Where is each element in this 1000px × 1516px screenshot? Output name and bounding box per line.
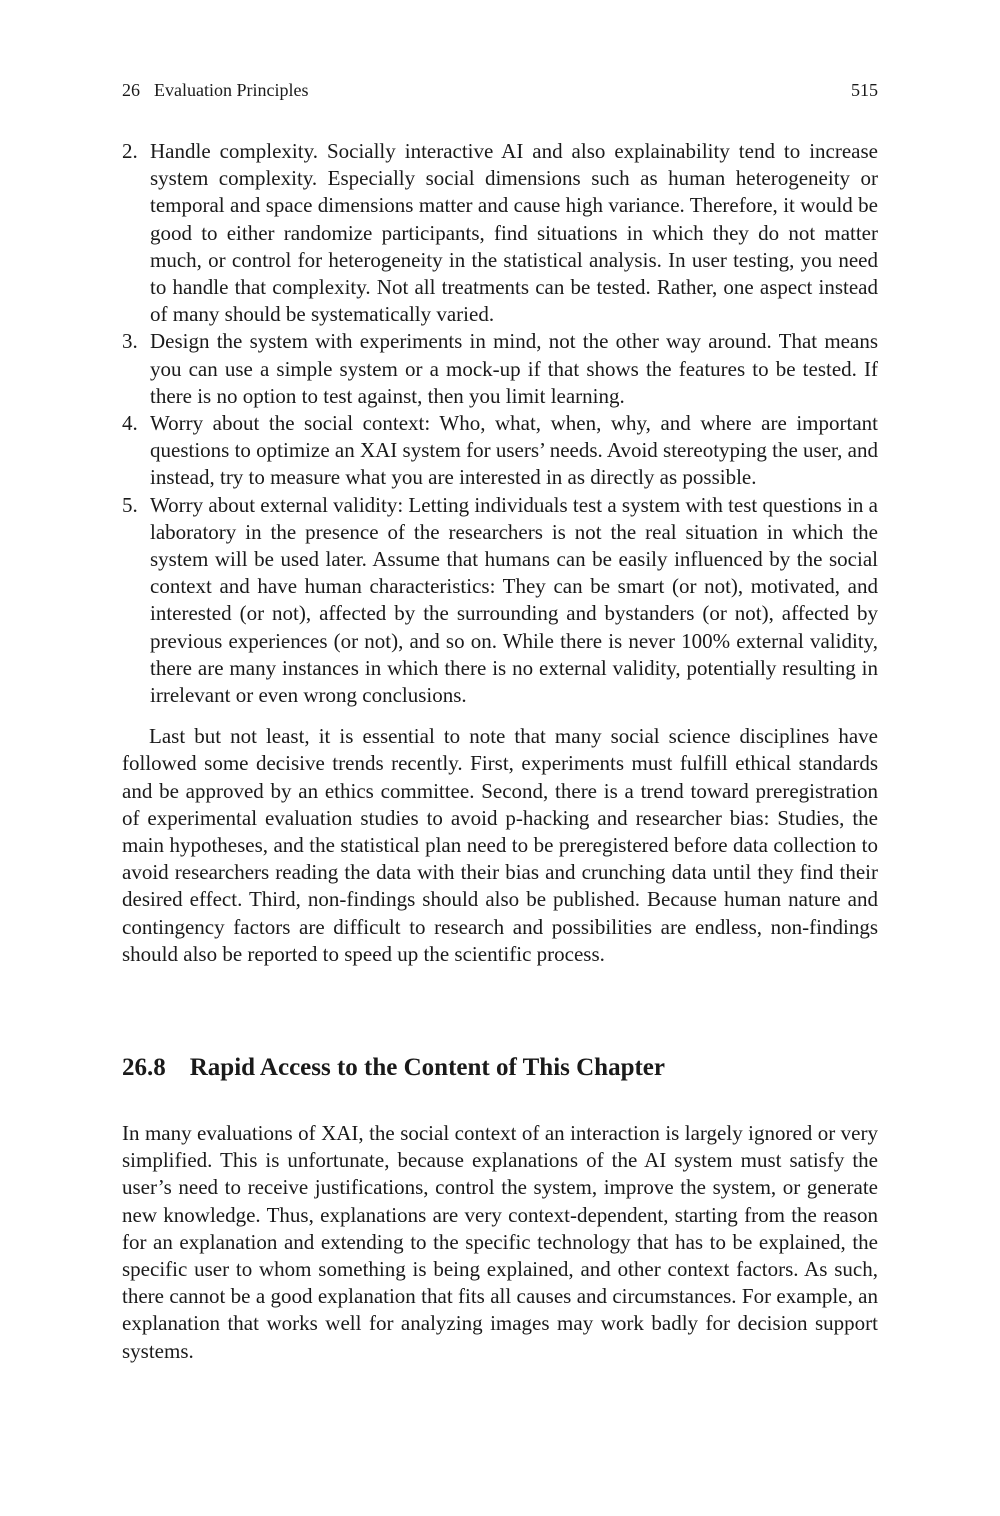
list-item [122, 492, 878, 710]
running-header-chapter [122, 78, 308, 102]
list-item-number: 2. [122, 139, 138, 163]
list-item-text: Worry about the social context: Who, what, when, why, and where are important questions to optimize an XAI system for users’ needs. Avoid stereotyping the user, and instead, try to measure what you are interested in as directly as possible. [150, 411, 878, 490]
list-item-text: Worry about external validity: Letting individuals test a system with test questions in a laboratory in the presence of the researchers is not the real situation in which the system will be used later. Assume that humans can be easily influenced by the social context and have human characteristics: They can be smart (or not), motivated, and interested (or not), affected by the surrounding and bystanders (or not), affected by previous experiences (or not), and so on. While there is never 100% external validity, there are many instances in which there is no external validity, potentially resulting in irrelevant or even wrong conclusions. [150, 492, 878, 708]
list-item-text: Handle complexity. Socially interactive AI and also explainability tend to increase system complexity. Especially social dimensions such as human heterogeneity or temporal and space dimensions matter and cause high variance. Therefore, it would be good to either randomize participants, find situations in which they do not matter much, or control for heterogeneity in the statistical analysis. In user testing, you need to handle that complexity. Not all treatments can be tested. Rather, one aspect instead of many should be systematically varied. [150, 139, 878, 327]
section-heading [122, 1052, 878, 1084]
chapter-number: 26 [122, 80, 140, 100]
list-item-text: Design the system with experiments in mind, not the other way around. That means you can use a simple system or a mock-up if that shows the features to be tested. If there is no option to test against, then you limit learning. [150, 329, 878, 408]
list-item [122, 328, 878, 410]
page-number: 515 [851, 80, 878, 100]
chapter-title: Evaluation Principles [154, 80, 309, 100]
body-text [122, 138, 878, 968]
closing-paragraph: Last but not least, it is essential to note that many social science disciplines have followed some decisive trends recently. First, experiments must fulfill ethical standards and be approved by an ethics committee. Second, there is a trend toward preregistration of experimental evaluation studies to avoid p-hacking and researcher bias: Studies, the main hypotheses, and the statistical plan need to be preregistered before data collection to avoid researchers reading the data with their bias and crunching data until they find their desired effect. Third, non-findings should also be published. Because human nature and contingency factors are difficult to research and possibilities are endless, non-findings should also be reported to speed up the scientific process. [122, 724, 878, 966]
list-item [122, 138, 878, 328]
list-item-number: 4. [122, 411, 138, 436]
list-item-number: 5. [122, 492, 138, 517]
section-title: Rapid Access to the Content of This Chapter [189, 1054, 665, 1081]
section-paragraph: In many evaluations of XAI, the social context of an interaction is largely ignored or very simplified. This is unfortunate, because explanations of the AI system must satisfy the user’s need to receive justifications, control the system, improve the system, or generate new knowledge. Thus, explanations are very context-dependent, starting from the reason for an explanation and extending to the specific technology that has to be explained, the specific user to whom something is being explained, and other context factors. As such, there cannot be a good explanation that fits all causes and circumstances. For example, an explanation that works well for analyzing images may work badly for decision support systems. [122, 1121, 878, 1363]
numbered-list [122, 138, 878, 709]
list-item-number: 3. [122, 329, 138, 354]
list-item [122, 410, 878, 492]
running-header [122, 78, 878, 102]
section-number: 26.8 [122, 1054, 166, 1081]
